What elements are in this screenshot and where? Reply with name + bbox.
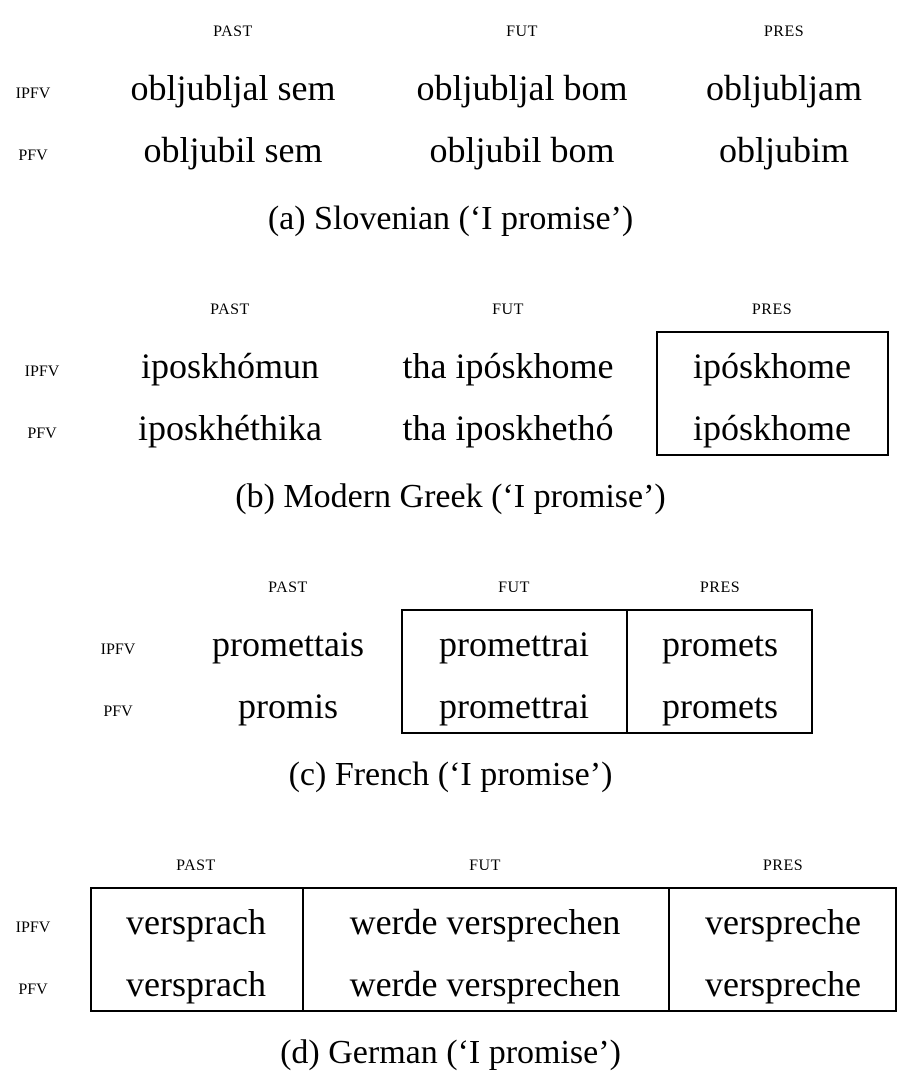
caption-french: (c) French (‘I promise’) [288,756,613,793]
cell-pfv-fut: promettrai [439,686,589,726]
header-past: past [268,572,308,597]
cell-pfv-past: promis [237,686,339,726]
header-pres: pres [763,16,805,41]
cell-ipfv-pres: ipóskhome [693,346,851,386]
cell-ipfv-pres: verspreche [705,902,861,942]
cell-ipfv-past: iposkhómun [140,346,320,386]
header-pres: pres [762,850,804,875]
cell-pfv-fut: tha iposkhethó [402,408,614,448]
cell-ipfv-pres: promets [662,624,778,664]
caption-german: (d) German (‘I promise’) [280,1034,621,1071]
cell-pfv-past: obljubil sem [143,130,323,170]
cell-pfv-pres: obljubim [718,130,850,170]
cell-pfv-past: versprach [126,964,266,1004]
cell-ipfv-past: obljubljal sem [130,68,336,108]
cell-ipfv-past: promettais [212,624,364,664]
cell-pfv-past: iposkhéthika [138,408,322,448]
row-label-ipfv: ipfv [24,356,60,381]
cell-ipfv-pres: obljubljam [706,68,862,108]
row-label-ipfv: ipfv [15,78,51,103]
caption-slovenian: (a) Slovenian (‘I promise’) [267,200,634,237]
past-fut-divider [302,887,304,1012]
caption-greek: (b) Modern Greek (‘I promise’) [235,478,666,515]
cell-pfv-fut: werde versprechen [349,964,621,1004]
row-label-pfv: pfv [27,418,57,443]
row-label-pfv: pfv [18,974,48,999]
row-label-ipfv: ipfv [100,634,136,659]
row-label-ipfv: ipfv [15,912,51,937]
header-fut: fut [492,294,524,319]
header-fut: fut [498,572,530,597]
cell-ipfv-fut: tha ipóskhome [402,346,614,386]
cell-pfv-pres: verspreche [705,964,861,1004]
header-past: past [176,850,216,875]
header-past: past [213,16,253,41]
row-label-pfv: pfv [18,140,48,165]
cell-ipfv-fut: werde versprechen [349,902,621,942]
cell-pfv-pres: ipóskhome [693,408,851,448]
header-pres: pres [751,294,793,319]
fut-pres-divider [626,609,628,734]
cell-ipfv-fut: promettrai [439,624,589,664]
cell-ipfv-past: versprach [126,902,266,942]
cell-ipfv-fut: obljubljal bom [416,68,628,108]
header-past: past [210,294,250,319]
header-pres: pres [699,572,741,597]
cell-pfv-fut: obljubil bom [429,130,615,170]
fut-pres-divider [668,887,670,1012]
cell-pfv-pres: promets [662,686,778,726]
header-fut: fut [506,16,538,41]
row-label-pfv: pfv [103,696,133,721]
header-fut: fut [469,850,501,875]
